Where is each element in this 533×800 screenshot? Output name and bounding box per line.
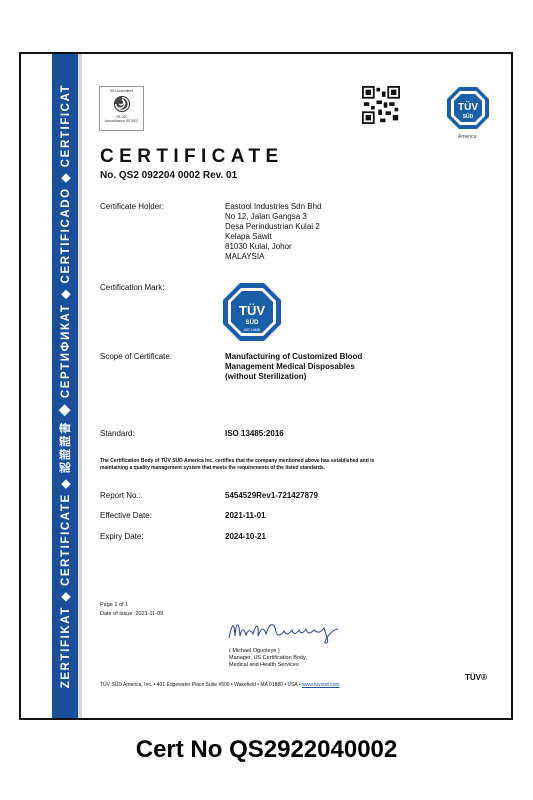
expiry-label: Expiry Date:	[100, 532, 144, 541]
signatory-department: Medical and Health Services	[229, 662, 299, 668]
holder-address	[225, 202, 322, 262]
report-label: Report No.:	[100, 491, 141, 500]
accreditation-line2: CB 020	[115, 115, 128, 119]
footer	[100, 682, 340, 688]
signatory-name: ( Michael Ogunleye )	[229, 648, 280, 654]
holder-line: Eastool Industries Sdn Bhd	[225, 202, 322, 211]
effective-value: 2021-11-01	[225, 511, 266, 520]
standard-label: Standard:	[100, 429, 135, 438]
standard-value: ISO 13485:2016	[225, 429, 284, 438]
holder-line: 81030 Kulai, Johor	[225, 242, 292, 251]
mark-logo-text: TÜV	[239, 303, 265, 318]
footer-link[interactable]: www.tuvsud.com	[302, 682, 340, 688]
holder-line: Kelapa Sawit	[225, 232, 272, 241]
gray-bar	[78, 54, 82, 718]
expiry-value: 2024-10-21	[225, 532, 266, 541]
certificate-number: No. QS2 092204 0002 Rev. 01	[100, 170, 238, 181]
notice-line: The Certification Body of TÜV SÜD America Inc. certifies that the company mentioned above has established and is	[100, 458, 375, 464]
mark-iso: ISO 13485	[243, 328, 261, 332]
holder-line: No 12, Jalan Gangsa 3	[225, 212, 307, 221]
accreditation-line1: ISO Accredited	[109, 89, 134, 93]
certificate-frame	[19, 52, 513, 720]
effective-label: Effective Date:	[100, 511, 152, 520]
holder-line: MALAYSIA	[225, 252, 265, 261]
notice-line: maintaining a quality management system that meets the requirements of the listed standards.	[100, 464, 326, 471]
stripe-text: ZERTIFIKAT ◆ CERTIFICATE ◆ 認證證書 ◆ СЕРТИФИКАТ ◆ CERTIFICADO ◆ CERTIFICAT	[60, 83, 72, 689]
scope-label: Scope of Certificate:	[100, 352, 173, 361]
footer-logo: TÜV®	[465, 673, 487, 682]
side-stripe	[52, 54, 78, 718]
scope-line: Management Medical Disposables	[225, 362, 355, 371]
holder-label: Certificate Holder:	[100, 202, 165, 211]
mark-label: Certification Mark:	[100, 283, 165, 292]
accreditation-line3: Accreditation ISO/IEC	[104, 119, 139, 123]
scope-text	[225, 352, 362, 382]
certificate-title: CERTIFICATE	[100, 146, 284, 167]
qr-code-icon	[362, 86, 400, 124]
signatory-title: Manager, US Certification Body,	[229, 655, 307, 661]
region-label: America	[458, 134, 477, 140]
certification-notice	[100, 458, 480, 471]
tuv-logo-text: TÜV	[458, 102, 478, 113]
spiral-icon	[113, 95, 131, 113]
report-value: 5454529Rev1-721427879	[225, 491, 318, 500]
tuv-sud-logo-icon	[446, 86, 490, 130]
tuv-logo-sub: SÜD	[462, 114, 474, 120]
scope-line: Manufacturing of Customized Blood	[225, 352, 363, 361]
holder-line: Desa Perindustrian Kulai 2	[225, 222, 320, 231]
certification-mark-icon	[222, 282, 282, 342]
caption: Cert No QS2922040002	[135, 736, 398, 763]
accreditation-badge	[99, 86, 144, 131]
issue-date: Date of Issue: 2021-11-09	[100, 611, 164, 617]
page-count: Page 1 of 1	[100, 602, 129, 608]
scope-line: (without Sterilization)	[225, 372, 307, 381]
footer-address: TÜV SÜD America, Inc. • 401 Edgewater Place Suite #500 • Wakefield • MA 01880 • USA •	[100, 682, 302, 688]
signature-image	[226, 616, 346, 644]
mark-logo-sub: SÜD	[245, 320, 259, 326]
